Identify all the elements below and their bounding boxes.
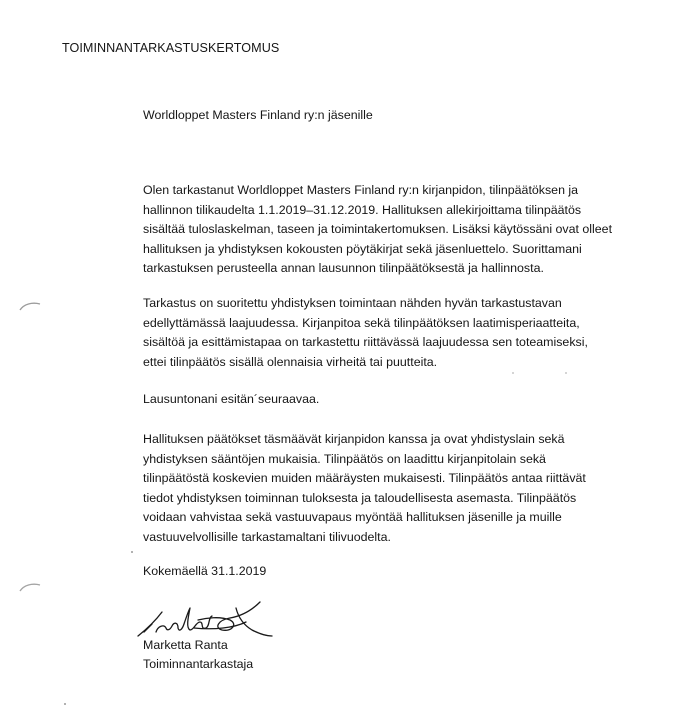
paragraph-line: sisältöä ja esittämistapaa on tarkastettu riittävässä laajuudessa sen toteamiseksi,: [143, 335, 588, 349]
scan-speck-icon: [64, 703, 66, 705]
paragraph-line: tilinpäätöstä koskevien muiden määräysten mukaisesti. Tilinpäätös antaa riittävät: [143, 471, 586, 485]
paragraph-statement: [143, 430, 586, 547]
signer-name: Marketta Ranta: [143, 638, 228, 652]
paragraph-audit-method: [143, 294, 588, 372]
paragraph-line: tiedot yhdistyksen toiminnan tuloksesta ja taloudellisesta asemasta. Tilinpäätös: [143, 490, 577, 505]
document-title: TOIMINNANTARKASTUSKERTOMUS: [62, 41, 280, 55]
scan-hole-mark-icon: [18, 300, 42, 312]
paragraph-line: Hallituksen päätökset täsmäävät kirjanpidon kanssa ja ovat yhdistyslain sekä: [143, 432, 565, 446]
signer-role: Toiminnantarkastaja: [143, 657, 254, 671]
paragraph-line: yhdistyksen sääntöjen mukaisia. Tilinpäätös on laadittu kirjanpitolain sekä: [143, 451, 546, 466]
addressee: Worldloppet Masters Finland ry:n jäsenille: [143, 108, 373, 122]
paragraph-line: sisältää tuloslaskelman, taseen ja toimintakertomuksen. Lisäksi käytössäni ovat olleet: [143, 222, 613, 236]
scan-speck-icon: [131, 551, 133, 553]
paragraph-line: Olen tarkastanut Worldloppet Masters Finland ry:n kirjanpidon, tilinpäätöksen ja: [143, 183, 579, 197]
paragraph-line: vastuuvelvollisille tarkastamaltani tilivuodelta.: [143, 529, 391, 544]
paragraph-line: hallinnon tilikaudelta 1.1.2019–31.12.2019. Hallituksen allekirjoittama tilinpäätös: [143, 202, 582, 217]
scan-hole-mark-icon: [18, 581, 42, 593]
paragraph-line: voidaan vahvistaa sekä vastuuvapaus myöntää hallituksen jäsenille ja muille: [143, 510, 562, 524]
paragraph-line: edellyttämässä laajuudessa. Kirjanpitoa sekä tilinpäätöksen laatimisperiaatteita,: [143, 315, 580, 330]
handwritten-signature-icon: [134, 598, 274, 640]
scan-speck-icon: [512, 372, 514, 374]
paragraph-audit-scope: [143, 181, 612, 279]
place-and-date: Kokemäellä 31.1.2019: [143, 564, 267, 578]
paragraph-line: hallituksen ja yhdistyksen kokousten pöytäkirjat sekä jäsenluettelo. Suorittamani: [143, 241, 582, 256]
paragraph-line: Lausuntonani esitän´seuraavaa.: [143, 392, 320, 406]
paragraph-line: Tarkastus on suoritettu yhdistyksen toimintaan nähden hyvän tarkastustavan: [143, 296, 562, 310]
scan-speck-icon: [565, 372, 567, 374]
paragraph-line: ettei tilinpäätös sisällä olennaisia virheitä tai puutteita.: [143, 354, 438, 369]
paragraph-line: tarkastuksen perusteella annan lausunnon tilinpäätöksestä ja hallinnosta.: [143, 261, 544, 275]
paragraph-statement-intro: [143, 390, 319, 410]
